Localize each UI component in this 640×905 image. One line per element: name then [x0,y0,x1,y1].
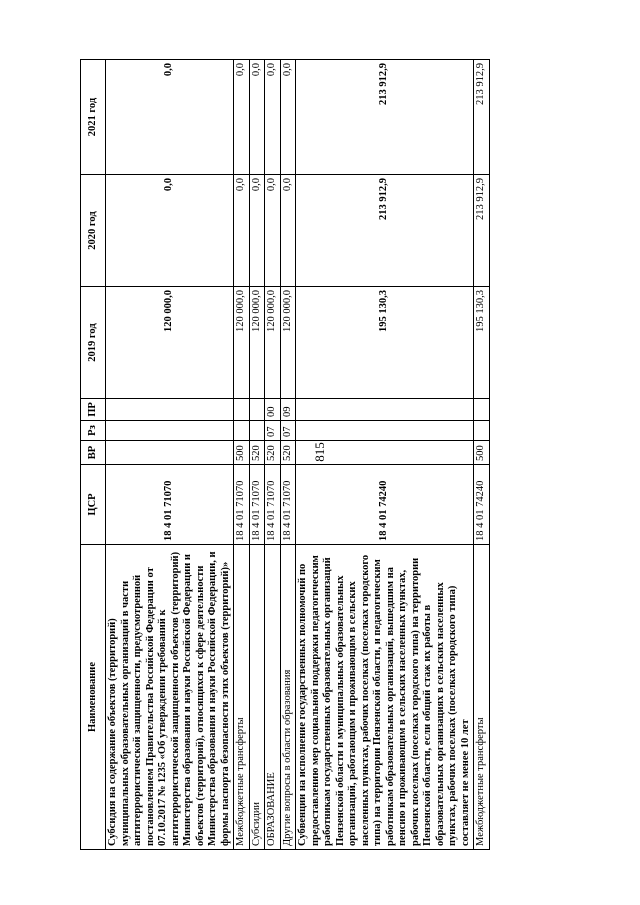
row-2021: 0,0 [265,60,281,175]
row-csr: 18 4 01 74240 [474,465,490,545]
row-csr: 18 4 01 71070 [249,465,265,545]
row-rz [234,421,250,441]
row-2021: 213 912,9 [474,60,490,175]
row-2020: 0,0 [265,175,281,287]
header-2021: 2021 год [81,60,106,175]
header-2019: 2019 год [81,287,106,399]
row-name: Субвенции на исполнение государственных полномочий по предоставлению мер социальной поддержки педагогическим работникам государственных образовательных организаций Пензенской области и муниципальных образовательных организаций, работающим и проживающим в сельских населенных пунктах, рабочих поселках (поселках городского типа) на территории Пензенской области, и педагогическим работникам образовательных организаций, вышедшим на пенсию и проживающим в сельских населенных пунктах, рабочих поселках (поселках городского типа) на территории Пензенской области, если общий стаж их работы в образовательных организациях в сельских населенных пунктах, рабочих поселках (поселках городского типа) составляет не менее 10 лет [296,545,474,850]
header-csr: ЦСР [81,465,106,545]
row-pr [474,399,490,421]
header-2020: 2020 год [81,175,106,287]
row-vr: 500 [234,441,250,465]
row-2019: 195 130,3 [296,287,474,399]
row-pr [106,399,234,421]
table-row [106,60,234,850]
row-2020: 0,0 [249,175,265,287]
row-name: Субсидия на содержание объектов (территорий) муниципальных образовательных организаций в части антитеррористической защищенности, предусмотренной постановлением Правительства Российской Федерации от 07.10.2017 № 1235 «Об утверждении требований к антитеррористической защищенности объектов (территорий) Министерства образования и науки Российской Федерации и объектов (территорий), относящихся к сфере деятельности Министерства образования и науки Российской Федерации, и формы паспорта безопасности этих объектов (территорий)» [106,545,234,850]
row-rz [106,421,234,441]
row-vr: 520 [265,441,281,465]
header-vr: ВР [81,441,106,465]
row-rz: 07 [265,421,281,441]
table-row [474,60,490,850]
row-vr: 520 [280,441,296,465]
row-rz [474,421,490,441]
budget-table [80,59,490,850]
page-number-text: 815 [312,442,327,462]
row-rz [249,421,265,441]
row-name: Другие вопросы в области образования [280,545,296,850]
row-name: Межбюджетные трансферты [474,545,490,850]
row-2019: 120 000,0 [106,287,234,399]
row-vr [296,441,474,465]
row-pr [234,399,250,421]
header-name: Наименование [81,545,106,850]
row-csr: 18 4 01 74240 [296,465,474,545]
row-2021: 0,0 [234,60,250,175]
table-row [249,60,265,850]
row-rz: 07 [280,421,296,441]
row-2021: 213 912,9 [296,60,474,175]
row-2019: 120 000,0 [234,287,250,399]
row-2020: 213 912,9 [474,175,490,287]
row-2020: 0,0 [106,175,234,287]
row-2019: 120 000,0 [265,287,281,399]
table-row [234,60,250,850]
row-2021: 0,0 [249,60,265,175]
row-vr: 520 [249,441,265,465]
row-csr: 18 4 01 71070 [234,465,250,545]
table-row [265,60,281,850]
row-pr [296,399,474,421]
row-2021: 0,0 [280,60,296,175]
budget-table-container [80,60,565,850]
row-csr: 18 4 01 71070 [265,465,281,545]
row-name: Субсидии [249,545,265,850]
table-row [280,60,296,850]
row-2020: 0,0 [234,175,250,287]
row-vr: 500 [474,441,490,465]
row-2019: 120 000,0 [249,287,265,399]
row-2019: 195 130,3 [474,287,490,399]
row-pr: 00 [265,399,281,421]
header-rz: Рз [81,421,106,441]
row-csr: 18 4 01 71070 [280,465,296,545]
row-2020: 0,0 [280,175,296,287]
row-vr [106,441,234,465]
row-pr: 09 [280,399,296,421]
row-csr: 18 4 01 71070 [106,465,234,545]
row-pr [249,399,265,421]
row-rz [296,421,474,441]
header-pr: ПР [81,399,106,421]
table-row [296,60,474,850]
row-2021: 0,0 [106,60,234,175]
row-name: Межбюджетные трансферты [234,545,250,850]
row-2020: 213 912,9 [296,175,474,287]
row-name: ОБРАЗОВАНИЕ [265,545,281,850]
row-2019: 120 000,0 [280,287,296,399]
table-header-row [81,60,106,850]
